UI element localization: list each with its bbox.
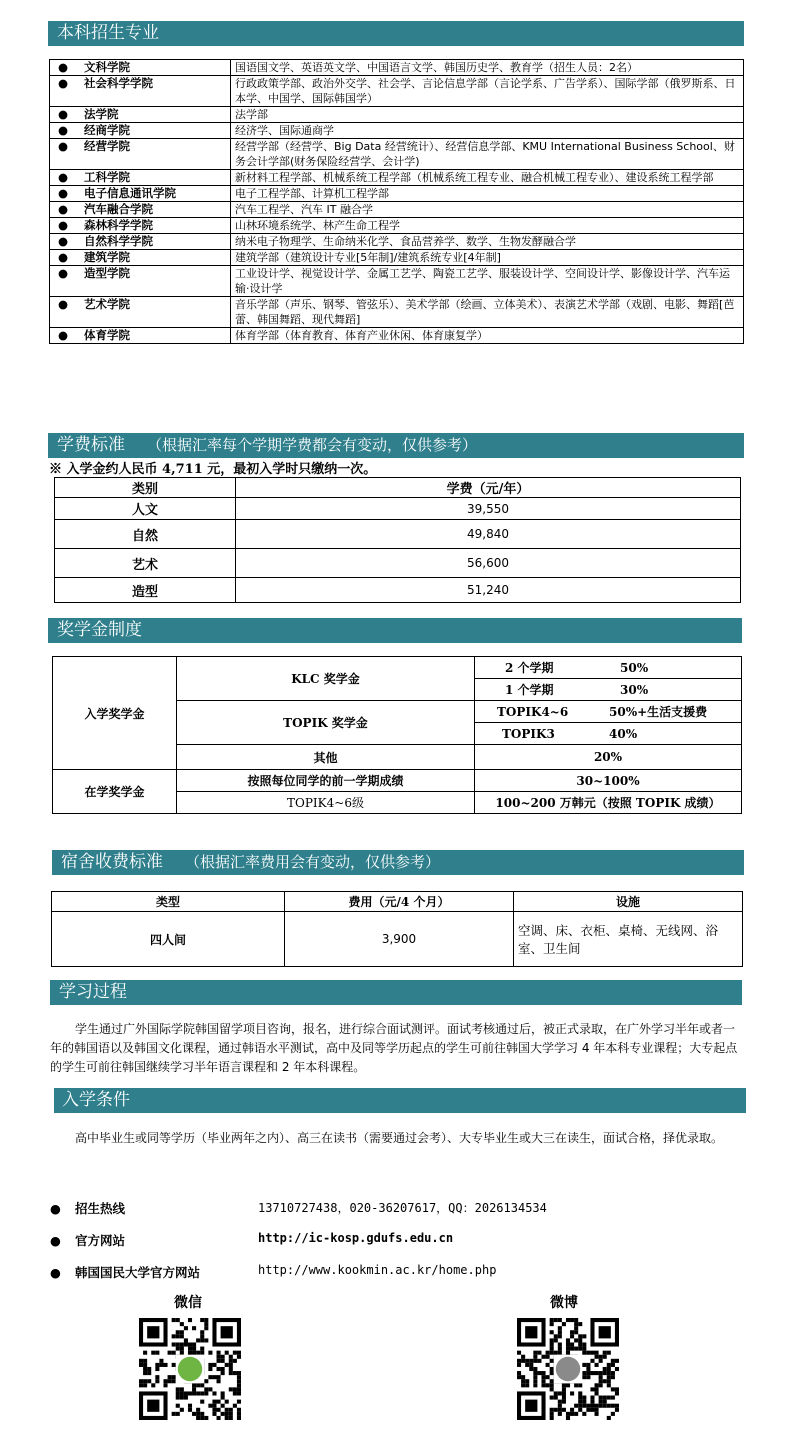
tuition-fee: 56,600 [236, 549, 741, 578]
bullet-icon: ● [58, 186, 69, 200]
enrolled-scholarship: 在学奖学金 [53, 770, 177, 814]
bullet-icon: ● [58, 123, 69, 137]
bullet-icon: ● [58, 218, 69, 232]
tuition-col-category: 类别 [55, 478, 236, 498]
majors-list: 国语国文学、英语英文学、中国语言文学、韩国历史学、教育学（招生人员：2名） [231, 60, 744, 76]
table-row [50, 123, 744, 139]
bullet-icon: ● [50, 1265, 61, 1280]
table-row [50, 186, 744, 202]
bullet-icon: ● [50, 1201, 61, 1216]
school-cell [50, 123, 231, 139]
majors-list: 经营学部（经营学、Big Data 经营统计）、经营信息学部、KMU International Business School、财务会计学部(财务保险经营学、会计学) [231, 139, 744, 170]
majors-list: 经济学、国际通商学 [231, 123, 744, 139]
tuition-fee: 51,240 [236, 578, 741, 603]
klc-scholarship: KLC 奖学金 [177, 657, 475, 701]
admission-fee-note: ※ 入学金约人民币 4,711 元，最初入学时只缴纳一次。 [49, 462, 377, 477]
school-cell [50, 139, 231, 170]
bullet-icon: ● [58, 139, 69, 153]
school-name: 工科学院 [84, 170, 130, 184]
topik-level-value: 100~200 万韩元（按照 TOPIK 成绩） [475, 792, 742, 814]
school-name: 社会科学学院 [84, 76, 153, 90]
scholarship-header [48, 618, 742, 643]
tuition-title: 学费标准 [57, 435, 125, 455]
school-name: 造型学院 [84, 266, 130, 280]
bullet-icon: ● [58, 266, 69, 280]
dorm-facilities: 空调、床、衣柜、桌椅、无线网、浴室、卫生间 [514, 912, 743, 967]
topik-4-6: TOPIK4~6 [497, 705, 569, 719]
contact-kookmin-label: 韩国国民大学官方网站 [75, 1265, 201, 1280]
tuition-col-fee: 学费（元/年） [236, 478, 741, 498]
dorm-title: 宿舍收费标准 [61, 852, 163, 872]
tuition-fee: 39,550 [236, 498, 741, 520]
table-row [50, 60, 744, 76]
dorm-header [52, 850, 744, 875]
table-row [50, 218, 744, 234]
scholarship-table [52, 656, 742, 814]
table-row [55, 520, 741, 549]
school-name: 文科学院 [84, 60, 130, 74]
contact-hotline-value: 13710727438，020-36207617，QQ：2026134534 [258, 1201, 547, 1215]
school-cell [50, 60, 231, 76]
school-name: 艺术学院 [84, 297, 130, 311]
school-cell [50, 218, 231, 234]
contact-hotline-label: 招生热线 [75, 1201, 126, 1216]
process-title: 学习过程 [59, 982, 127, 1002]
table-row [50, 250, 744, 266]
rank-criteria: 按照每位同学的前一学期成绩 [177, 770, 475, 792]
klc-term-2-value: 50% [620, 661, 649, 675]
majors-list: 汽车工程学、汽车 IT 融合学 [231, 202, 744, 218]
majors-list: 行政政策学部、政治外交学、社会学、言论信息学部（言论学系、广告学系）、国际学部（俄罗斯系、日本学、中国学、国际韩国学） [231, 76, 744, 107]
majors-list: 纳米电子物理学、生命纳米化学、食品营养学、数学、生物发酵融合学 [231, 234, 744, 250]
website-link[interactable]: http://ic-kosp.gdufs.edu.cn [258, 1231, 454, 1245]
bullet-icon: ● [58, 328, 69, 342]
topik-3: TOPIK3 [502, 726, 555, 741]
dorm-fee: 3,900 [285, 912, 514, 967]
table-row [55, 498, 741, 520]
school-cell [50, 266, 231, 297]
table-row [50, 76, 744, 107]
school-name: 汽车融合学院 [84, 202, 153, 216]
majors-header [48, 21, 744, 46]
wechat-label: 微信 [174, 1295, 202, 1311]
tuition-category: 自然 [55, 520, 236, 549]
tuition-note: （根据汇率每个学期学费都会有变动，仅供参考） [147, 436, 478, 454]
majors-list: 山林环境系统学、林产生命工程学 [231, 218, 744, 234]
school-name: 建筑学院 [84, 250, 130, 264]
table-row [50, 202, 744, 218]
tuition-header [48, 433, 744, 458]
tuition-category: 人文 [55, 498, 236, 520]
tuition-category: 造型 [55, 578, 236, 603]
school-cell [50, 107, 231, 123]
dorm-table [51, 891, 743, 967]
table-row [55, 549, 741, 578]
majors-list: 工业设计学、视觉设计学、金属工艺学、陶瓷工艺学、服装设计学、空间设计学、影像设计学、汽车运输·设计学 [231, 266, 744, 297]
tuition-fee: 49,840 [236, 520, 741, 549]
admission-header [54, 1088, 746, 1113]
contact-kookmin [50, 1263, 497, 1281]
dorm-col-type: 类型 [52, 892, 285, 912]
school-name: 电子信息通讯学院 [84, 186, 176, 200]
majors-list: 体育学部（体育教育、体育产业休闲、体育康复学） [231, 328, 744, 344]
school-cell [50, 297, 231, 328]
weibo-qr-code[interactable] [517, 1318, 619, 1420]
admission-text: 高中毕业生或同等学历（毕业两年之内）、高三在读书（需要通过会考）、大专毕业生或大三在读生，面试合格，择优录取。 [75, 1131, 724, 1145]
rank-value: 30~100% [475, 770, 742, 792]
school-name: 自然科学学院 [84, 234, 153, 248]
bullet-icon: ● [50, 1233, 61, 1248]
weibo-label: 微博 [550, 1295, 578, 1311]
dorm-note: （根据汇率费用会有变动，仅供参考） [185, 853, 441, 871]
admission-title: 入学条件 [62, 1090, 130, 1110]
contact-website [50, 1231, 454, 1249]
school-name: 森林科学学院 [84, 218, 153, 232]
topik-3-value: 40% [609, 726, 638, 741]
school-cell [50, 186, 231, 202]
klc-term-1: 1 个学期 [505, 683, 554, 697]
topik-scholarship: TOPIK 奖学金 [177, 701, 475, 745]
contact-hotline [50, 1199, 547, 1217]
school-cell [50, 202, 231, 218]
tuition-category: 艺术 [55, 549, 236, 578]
topik-4-6-value: 50%+生活支援费 [609, 705, 708, 719]
other-scholarship: 其他 [177, 745, 475, 770]
contact-website-label: 官方网站 [75, 1233, 126, 1248]
wechat-qr-code[interactable] [139, 1318, 241, 1420]
bullet-icon: ● [58, 170, 69, 184]
dorm-col-facilities: 设施 [514, 892, 743, 912]
table-row [50, 139, 744, 170]
bullet-icon: ● [58, 297, 69, 311]
majors-list: 音乐学部（声乐、钢琴、管弦乐）、美术学部（绘画、立体美术）、表演艺术学部（戏剧、电影、舞蹈[芭蕾、韩国舞蹈、现代舞蹈] [231, 297, 744, 328]
scholarship-title: 奖学金制度 [57, 620, 142, 640]
process-text: 学生通过广外国际学院韩国留学项目咨询，报名，进行综合面试测评。面试考核通过后，被正式录取，在广外学习半年或者一年的韩国语以及韩国文化课程，通过韩语水平测试，高中及同等学历起点的学生可前往韩国大学学习 4 年本科专业课程；大专起点的学生可前往韩国继续学习半年语言课程和 2 年本科课程。 [50, 1022, 738, 1074]
bullet-icon: ● [58, 234, 69, 248]
school-cell [50, 234, 231, 250]
majors-list: 法学部 [231, 107, 744, 123]
table-row [50, 297, 744, 328]
table-row [50, 266, 744, 297]
school-cell [50, 328, 231, 344]
majors-list: 建筑学部（建筑设计专业[5年制]/建筑系统专业[4年制] [231, 250, 744, 266]
process-header [50, 980, 742, 1005]
table-row [50, 234, 744, 250]
klc-term-1-value: 30% [620, 683, 649, 697]
dorm-col-fee: 费用（元/4 个月） [285, 892, 514, 912]
table-row [50, 328, 744, 344]
school-cell [50, 170, 231, 186]
topik-level-criteria: TOPIK4~6级 [177, 792, 475, 814]
table-row [55, 578, 741, 603]
klc-term-2: 2 个学期 [505, 661, 554, 675]
bullet-icon: ● [58, 60, 69, 74]
entry-scholarship: 入学奖学金 [53, 657, 177, 770]
dorm-type: 四人间 [52, 912, 285, 967]
majors-list: 新材料工程学部、机械系统工程学部（机械系统工程专业、融合机械工程专业）、建设系统工程学部 [231, 170, 744, 186]
bullet-icon: ● [58, 250, 69, 264]
majors-table [49, 59, 744, 344]
bullet-icon: ● [58, 107, 69, 121]
school-cell [50, 250, 231, 266]
school-name: 经商学院 [84, 123, 130, 137]
majors-list: 电子工程学部、计算机工程学部 [231, 186, 744, 202]
table-row [50, 107, 744, 123]
school-name: 法学院 [84, 107, 119, 121]
bullet-icon: ● [58, 202, 69, 216]
other-value: 20% [475, 745, 742, 770]
school-name: 经营学院 [84, 139, 130, 153]
kookmin-link[interactable]: http://www.kookmin.ac.kr/home.php [258, 1263, 497, 1277]
table-row [52, 912, 743, 967]
school-name: 体育学院 [84, 328, 130, 342]
bullet-icon: ● [58, 76, 69, 90]
majors-title: 本科招生专业 [57, 23, 159, 43]
tuition-table [54, 477, 741, 603]
school-cell [50, 76, 231, 107]
table-row [50, 170, 744, 186]
